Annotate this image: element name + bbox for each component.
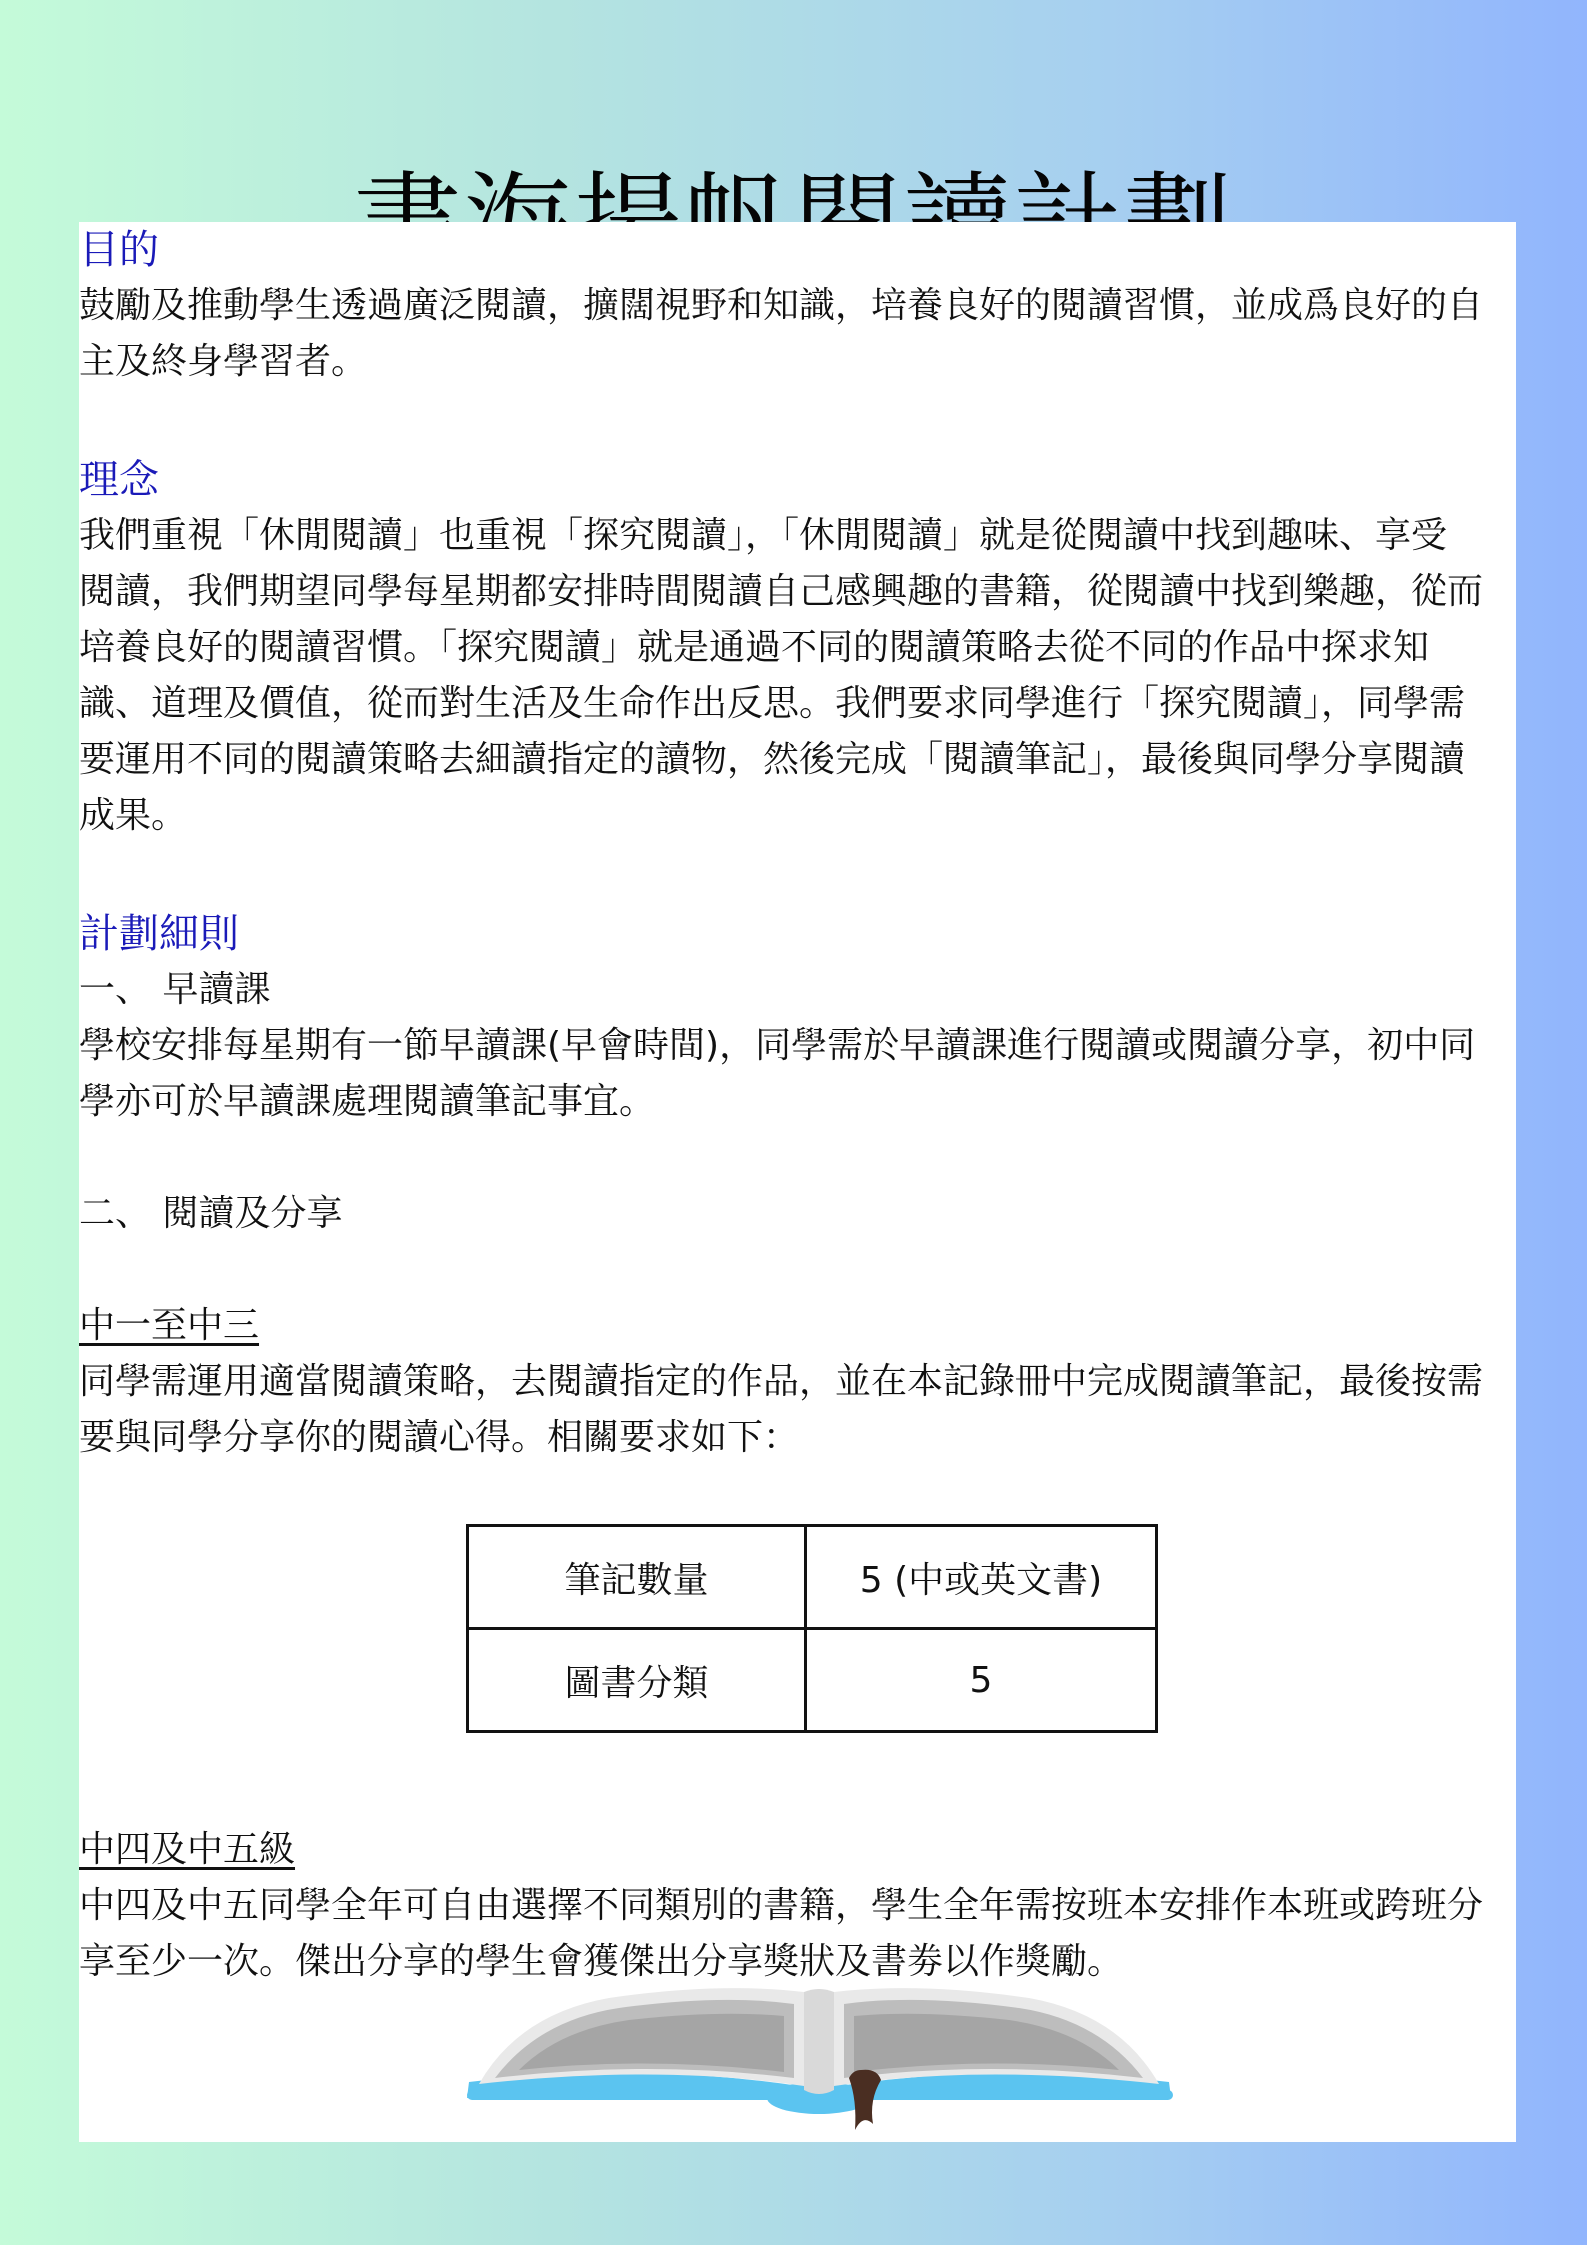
content-panel	[79, 222, 1516, 2142]
table-cell: 筆記數量	[468, 1526, 806, 1629]
purpose-line: 鼓勵及推動學生透過廣泛閱讀，擴闊視野和知識，培養良好的閱讀習慣，並成爲良好的自	[79, 285, 1484, 326]
senior-line: 享至少一次。傑出分享的學生會獲傑出分享獎狀及書劵以作獎勵。	[79, 1941, 1124, 1982]
table-row	[468, 1526, 1157, 1629]
philosophy-line: 識、道理及價值，從而對生活及生命作出反思。我們要求同學進行「探究閱讀」，同學需	[79, 683, 1466, 724]
senior-title: 中四及中五級	[79, 1829, 296, 1870]
senior-line: 中四及中五同學全年可自由選擇不同類別的書籍，學生全年需按班本安排作本班或跨班分	[79, 1885, 1484, 1926]
junior-title: 中一至中三	[79, 1305, 260, 1346]
philosophy-line: 培養良好的閱讀習慣。「探究閱讀」就是通過不同的閱讀策略去從不同的作品中探求知	[79, 627, 1430, 668]
purpose-heading: 目的	[79, 227, 159, 273]
philosophy-line: 我們重視「休閒閱讀」也重視「探究閱讀」，「休閒閱讀」就是從閱讀中找到趣味、享受	[79, 515, 1448, 556]
philosophy-line: 閱讀，我們期望同學每星期都安排時間閱讀自己感興趣的書籍，從閱讀中找到樂趣，從而	[79, 571, 1484, 612]
details-heading: 計劃細則	[79, 911, 239, 957]
item2-title: 二、 閱讀及分享	[79, 1193, 343, 1234]
open-book-icon	[459, 1974, 1179, 2134]
item1-line: 學校安排每星期有一節早讀課(早會時間)，同學需於早讀課進行閱讀或閱讀分享，初中同	[79, 1025, 1476, 1066]
item1-line: 學亦可於早讀課處理閱讀筆記事宜。	[79, 1081, 656, 1122]
table-row	[468, 1629, 1157, 1732]
requirement-table	[466, 1524, 1158, 1733]
table-cell: 圖書分類	[468, 1629, 806, 1732]
philosophy-line: 要運用不同的閱讀策略去細讀指定的讀物，然後完成「閱讀筆記」，最後與同學分享閱讀	[79, 739, 1466, 780]
junior-line: 要與同學分享你的閱讀心得。相關要求如下：	[79, 1417, 800, 1458]
purpose-line: 主及終身學習者。	[79, 341, 368, 382]
table-cell: 5	[806, 1629, 1157, 1732]
philosophy-line: 成果。	[79, 795, 188, 836]
item1-title: 一、 早讀課	[79, 969, 271, 1010]
philosophy-heading: 理念	[79, 457, 159, 503]
junior-line: 同學需運用適當閱讀策略，去閱讀指定的作品，並在本記錄冊中完成閱讀筆記，最後按需	[79, 1361, 1484, 1402]
table-cell: 5 (中或英文書)	[806, 1526, 1157, 1629]
